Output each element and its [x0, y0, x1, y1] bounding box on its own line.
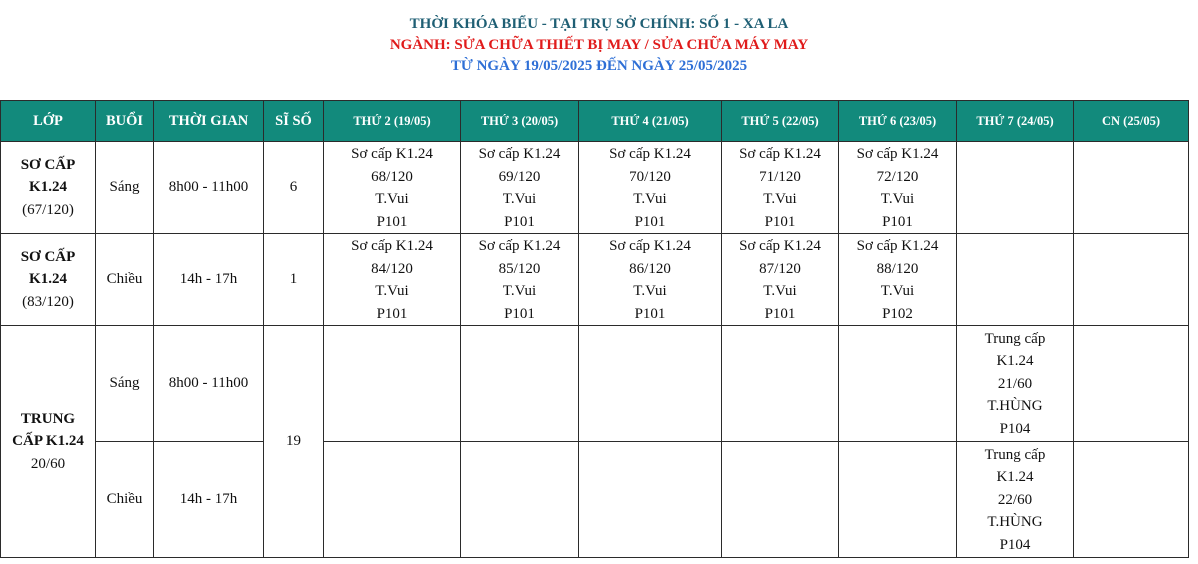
- session-cell: Sáng: [96, 142, 154, 234]
- room: P101: [504, 213, 535, 230]
- column-header-saturday: THỨ 7 (24/05): [957, 101, 1074, 142]
- schedule-cell-wednesday: [579, 142, 722, 234]
- schedule-cell-thursday: [722, 442, 839, 558]
- course-name: Sơ cấp K1.24: [609, 146, 691, 162]
- major-title: NGÀNH: SỬA CHỮA THIẾT BỊ MAY / SỬA CHỮA MÁY MAY: [389, 37, 809, 53]
- time-cell: 14h - 17h: [154, 442, 264, 558]
- students-cell: 6: [264, 142, 324, 234]
- schedule-cell-wednesday: [579, 326, 722, 442]
- lesson-progress: 72/120: [876, 168, 919, 185]
- room: P101: [764, 305, 796, 322]
- course-name-line2: K1.24: [996, 353, 1034, 370]
- lesson-progress: 87/120: [759, 260, 801, 277]
- time-cell: 8h00 - 11h00: [154, 326, 264, 442]
- session-cell: Chiều: [96, 442, 154, 558]
- time-cell: 8h00 - 11h00: [154, 142, 264, 234]
- schedule-cell-wednesday: [579, 234, 722, 326]
- course-name: Sơ cấp K1.24: [739, 238, 821, 254]
- room: P101: [634, 305, 666, 322]
- course-name: Sơ cấp K1.24: [856, 238, 939, 254]
- schedule-cell-friday: [839, 234, 957, 326]
- table-row: [1, 442, 1189, 558]
- schedule-cell-thursday: [722, 142, 839, 234]
- schedule-cell-saturday: [957, 234, 1074, 326]
- lesson-progress: 71/120: [759, 168, 801, 185]
- column-header-session: BUỔI: [96, 101, 154, 142]
- room: P101: [504, 305, 535, 322]
- class-count: (83/120): [22, 293, 74, 310]
- lesson-progress: 70/120: [629, 168, 671, 185]
- table-row: [1, 234, 1189, 326]
- teacher-name: T.Vui: [375, 283, 409, 299]
- timetable: [0, 100, 1189, 558]
- teacher-name: T.Vui: [633, 191, 667, 207]
- teacher-name: T.Vui: [880, 191, 915, 207]
- schedule-cell-monday: [324, 234, 461, 326]
- teacher-name: T.Vui: [502, 191, 537, 207]
- class-count: (67/120): [22, 201, 74, 218]
- teacher-name: T.Vui: [633, 283, 667, 299]
- lesson-progress: 22/60: [997, 491, 1033, 508]
- schedule-cell-tuesday: [461, 442, 579, 558]
- course-name: Sơ cấp K1.24: [856, 146, 939, 162]
- schedule-cell-friday: [839, 442, 957, 558]
- course-name: Sơ cấp K1.24: [609, 238, 691, 254]
- schedule-title: THỜI KHÓA BIỂU - TẠI TRỤ SỞ CHÍNH: SỐ 1 - XA LA: [409, 16, 789, 32]
- course-name: Sơ cấp K1.24: [478, 146, 561, 162]
- column-header-students: SĨ SỐ: [264, 101, 324, 142]
- schedule-cell-saturday: [957, 442, 1074, 558]
- students-cell: 1: [264, 234, 324, 326]
- room: P101: [376, 305, 408, 322]
- room: P101: [882, 213, 913, 230]
- column-header-thursday: THỨ 5 (22/05): [722, 101, 839, 142]
- class-cell: [1, 142, 96, 234]
- room: P104: [999, 420, 1031, 437]
- teacher-name: T.Vui: [375, 191, 409, 207]
- column-header-tuesday: THỨ 3 (20/05): [461, 101, 579, 142]
- column-header-time: THỜI GIAN: [154, 101, 264, 142]
- session-cell: Chiều: [96, 234, 154, 326]
- course-name-line2: K1.24: [996, 469, 1034, 486]
- class-name-line2: K1.24: [29, 179, 67, 196]
- room: P104: [999, 536, 1031, 553]
- table-row: [1, 326, 1189, 442]
- schedule-cell-saturday: [957, 142, 1074, 234]
- schedule-cell-tuesday: [461, 234, 579, 326]
- schedule-cell-wednesday: [579, 442, 722, 558]
- class-name-line2: CẤP K1.24: [12, 433, 84, 450]
- class-cell: [1, 326, 96, 558]
- class-name-line2: K1.24: [29, 271, 67, 288]
- schedule-titles: [0, 14, 1198, 77]
- date-range-title: TỪ NGÀY 19/05/2025 ĐẾN NGÀY 25/05/2025: [450, 58, 748, 74]
- room: P101: [376, 213, 408, 230]
- course-name-line1: Trung cấp: [984, 446, 1046, 463]
- schedule-cell-monday: [324, 326, 461, 442]
- class-name-line1: TRUNG: [20, 410, 76, 427]
- class-count: 20/60: [30, 455, 66, 472]
- column-header-monday: THỨ 2 (19/05): [324, 101, 461, 142]
- teacher-name: T.Vui: [880, 283, 915, 299]
- teacher-name: T.HÙNG: [987, 514, 1043, 531]
- schedule-cell-sunday: [1074, 326, 1189, 442]
- session-cell: Sáng: [96, 326, 154, 442]
- lesson-progress: 68/120: [371, 168, 413, 185]
- lesson-progress: 85/120: [498, 260, 541, 277]
- schedule-cell-thursday: [722, 234, 839, 326]
- schedule-cell-friday: [839, 142, 957, 234]
- course-name: Sơ cấp K1.24: [351, 238, 433, 254]
- schedule-cell-sunday: [1074, 142, 1189, 234]
- lesson-progress: 84/120: [371, 260, 413, 277]
- class-name-line1: SƠ CẤP: [20, 156, 76, 173]
- course-name: Sơ cấp K1.24: [739, 146, 821, 162]
- room: P102: [882, 305, 913, 322]
- teacher-name: T.Vui: [502, 283, 537, 299]
- schedule-cell-sunday: [1074, 234, 1189, 326]
- students-cell: 19: [264, 326, 324, 558]
- lesson-progress: 88/120: [876, 260, 919, 277]
- course-name: Sơ cấp K1.24: [478, 238, 561, 254]
- schedule-cell-thursday: [722, 326, 839, 442]
- column-header-friday: THỨ 6 (23/05): [839, 101, 957, 142]
- schedule-cell-friday: [839, 326, 957, 442]
- schedule-cell-monday: [324, 442, 461, 558]
- room: P101: [764, 213, 796, 230]
- schedule-cell-monday: [324, 142, 461, 234]
- course-name: Sơ cấp K1.24: [351, 146, 433, 162]
- lesson-progress: 21/60: [997, 375, 1033, 392]
- lesson-progress: 86/120: [629, 260, 671, 277]
- teacher-name: T.Vui: [763, 191, 797, 207]
- teacher-name: T.HÙNG: [987, 398, 1043, 415]
- schedule-cell-tuesday: [461, 326, 579, 442]
- time-cell: 14h - 17h: [154, 234, 264, 326]
- column-header-wednesday: THỨ 4 (21/05): [579, 101, 722, 142]
- teacher-name: T.Vui: [763, 283, 797, 299]
- room: P101: [634, 213, 666, 230]
- class-cell: [1, 234, 96, 326]
- column-header-class: LỚP: [1, 101, 96, 142]
- lesson-progress: 69/120: [498, 168, 541, 185]
- course-name-line1: Trung cấp: [984, 330, 1046, 347]
- schedule-cell-saturday: [957, 326, 1074, 442]
- table-row: [1, 142, 1189, 234]
- schedule-cell-tuesday: [461, 142, 579, 234]
- class-name-line1: SƠ CẤP: [20, 248, 76, 265]
- table-header-row: [1, 101, 1189, 142]
- schedule-cell-sunday: [1074, 442, 1189, 558]
- column-header-sunday: CN (25/05): [1074, 101, 1189, 142]
